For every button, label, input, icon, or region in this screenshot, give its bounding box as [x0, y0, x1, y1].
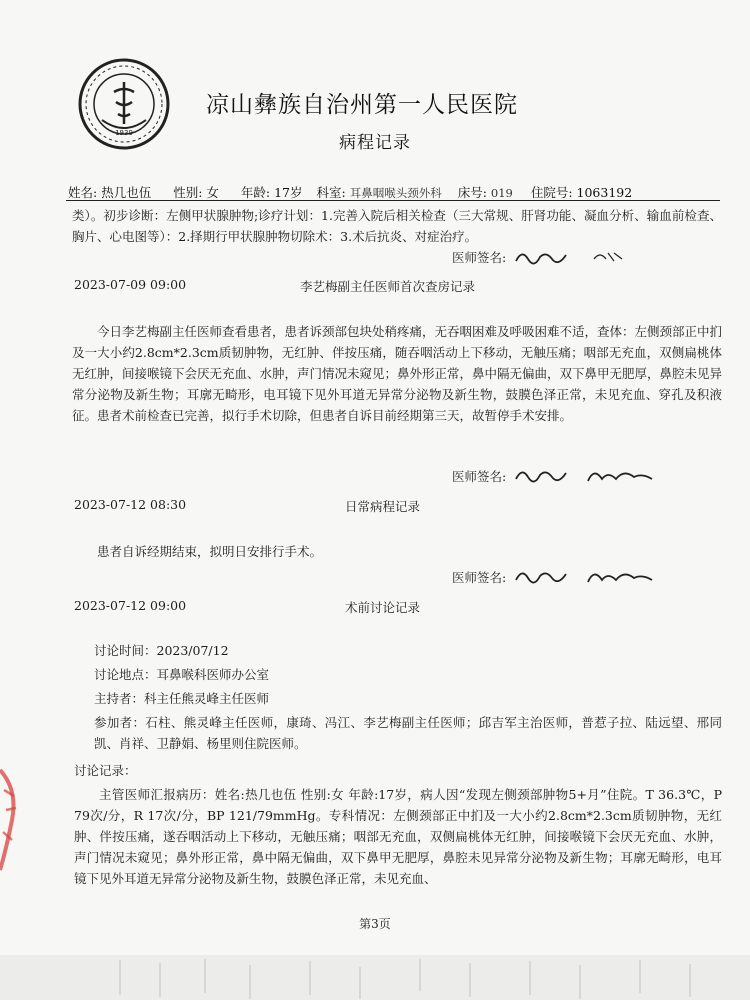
- inpatient-number: 1063192: [576, 185, 633, 200]
- entry-3-date: 2023-07-12 09:00: [74, 598, 187, 613]
- doctor-signature-icon: [510, 465, 670, 487]
- entry-2-signature-row: [452, 566, 670, 588]
- name-label: 姓名:: [68, 185, 98, 200]
- dept-label: 科室:: [316, 185, 346, 200]
- signature-label: 医师签名:: [452, 570, 507, 585]
- discussion-participants: 参加者：石柱、熊灵峰主任医师，康琦、冯江、李艺梅副主任医师；邱吉军主治医师，普惹子拉、陆远望、邢同凯、肖祥、卫静娟、杨里则住院医师。: [94, 715, 722, 751]
- age-label: 年龄:: [240, 185, 271, 200]
- discussion-record-text: 主管医师汇报病历：姓名:热几也伍 性别:女 年龄:17岁，病人因“发现左侧颈部肿物5+月”住院。T 36.3℃，P 79次/分，R 17次/分，BP 121/79mmHg。专科情况：左侧颈部正中扪及一大小约2.8cm*2.3cm质韧肿物，无红肿、伴按压痛，遂吞咽活动上下移动，无触压痛；咽部无充血，双侧扁桃体无红肿，间接喉镜下会厌无充血、水肿，声门情况未窥见；鼻外形正常，鼻中隔无偏曲，双下鼻甲无肥厚，鼻腔未见异常分泌物及新生物；耳廓无畸形，电耳镜下见外耳道无异常分泌物及新生物，鼓膜色泽正常，未见充血、: [74, 787, 722, 886]
- patient-sex: 女: [206, 185, 219, 200]
- intro-signature-row: [452, 247, 650, 267]
- signature-label: 医师签名:: [452, 469, 507, 484]
- hospital-name: 凉山彝族自治州第一人民医院: [206, 92, 518, 118]
- patient-bed: 019: [490, 186, 513, 200]
- patient-dept: 耳鼻咽喉头颈外科: [349, 186, 442, 200]
- discussion-time: 讨论时间：2023/07/12: [94, 643, 229, 658]
- patient-info-line: [68, 183, 718, 201]
- inpatient-label: 住院号:: [530, 185, 573, 200]
- sex-label: 性别:: [173, 185, 203, 200]
- doctor-signature-icon: [510, 247, 650, 267]
- discussion-host: 主持者：科主任熊灵峰主任医师: [94, 691, 270, 706]
- entry-1-body: 今日李艺梅副主任医师查看患者，患者诉颈部包块处稍疼痛，无吞咽困难及呼吸困难不适，查体：左侧颈部正中扪及一大小约2.8cm*2.3cm质韧肿物，无红肿、伴按压痛，随吞咽活动上下移动，无触压痛；咽部无充血，双侧扁桃体无红肿，间接喉镜下会厌无充血、水肿，声门情况未窥见；鼻外形正常，鼻中隔无偏曲，双下鼻甲无肥厚，鼻腔未见异常分泌物及新生物；耳廓无畸形，电耳镜下见外耳道无异常分泌物及新生物，鼓膜色泽正常，未见充血、穿孔及积液征。患者术前检查已完善，拟行手术切除，但患者自诉目前经期第三天，故暂停手术安排。: [72, 324, 723, 423]
- signature-label: 医师签名:: [452, 250, 507, 265]
- page-number: 第3页: [359, 917, 391, 931]
- entry-1-title: 李艺梅副主任医师首次查房记录: [300, 279, 476, 294]
- discussion-record-label: 讨论记录：: [74, 763, 137, 778]
- scan-noise-band: [0, 955, 750, 1000]
- red-stamp-icon: [0, 760, 22, 880]
- patient-name: 热几也伍: [101, 185, 152, 200]
- patient-age: 17岁: [274, 185, 303, 200]
- intro-paragraph: 类）。初步诊断：左侧甲状腺肿物;诊疗计划：1.完善入院后相关检查（三大常规、肝肾功能、凝血分析、输血前检查、胸片、心电图等）：2.择期行甲状腺肿物切除术：3.术后抗炎、对症治疗。: [72, 208, 722, 244]
- hospital-logo-icon: [78, 58, 170, 150]
- entry-3-title: 术前讨论记录: [345, 600, 421, 615]
- entry-1-date: 2023-07-09 09:00: [74, 277, 187, 292]
- record-title: 病程记录: [339, 133, 411, 153]
- logo-year: 1939: [115, 129, 133, 137]
- entry-2-title: 日常病程记录: [345, 499, 421, 514]
- entry-2-date: 2023-07-12 08:30: [74, 497, 187, 512]
- doctor-signature-icon: [510, 566, 670, 588]
- discussion-place: 讨论地点：耳鼻喉科医师办公室: [94, 667, 270, 682]
- header-divider: [66, 200, 720, 201]
- entry-1-signature-row: [452, 465, 670, 487]
- bed-label: 床号:: [457, 185, 487, 200]
- entry-2-body: 患者自诉经期结束，拟明日安排行手术。: [97, 544, 323, 559]
